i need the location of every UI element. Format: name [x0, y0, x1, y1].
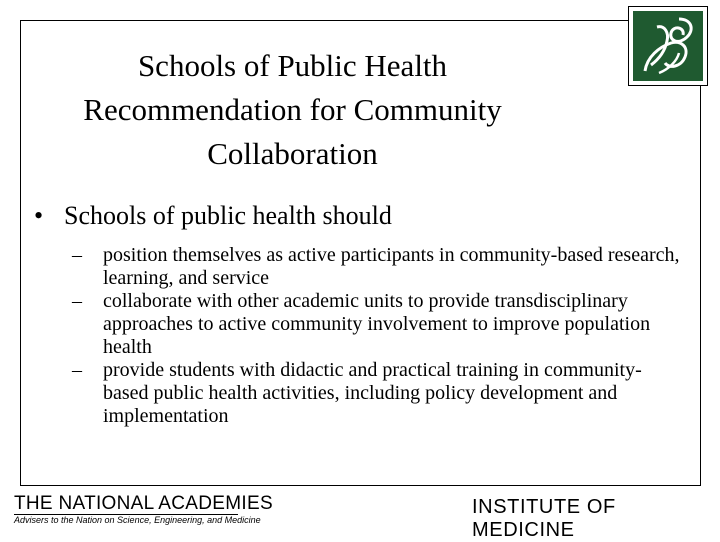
sub-bullet-text: position themselves as active participants in community-based research, learning, and service — [103, 244, 680, 289]
sub-bullet-list — [72, 244, 682, 428]
institute-of-medicine-wordmark: INSTITUTE OF MEDICINE — [472, 496, 616, 541]
sub-bullet — [72, 359, 682, 428]
divider — [14, 514, 238, 515]
title-line: Schools of Public Health — [137, 48, 448, 83]
bullet-text: Schools of public health should — [64, 201, 392, 230]
bullet-marker: • — [34, 201, 44, 230]
sub-bullet — [72, 244, 682, 290]
sub-bullet-text: provide students with didactic and practical training in community-based public health activities, including policy development and implementation — [103, 359, 642, 427]
sub-bullet-text: collaborate with other academic units to provide transdisciplinary approaches to active community involvement to improve population health — [103, 290, 651, 358]
title-line: Collaboration — [207, 136, 378, 171]
dash-marker: – — [72, 290, 82, 312]
dash-marker: – — [72, 244, 82, 266]
institute-logo-icon — [628, 6, 708, 86]
national-academies-title: THE NATIONAL ACADEMIES — [14, 493, 273, 514]
sub-bullet — [72, 290, 682, 359]
dash-marker: – — [72, 359, 82, 381]
national-academies-subtitle: Advisers to the Nation on Science, Engineering, and Medicine — [14, 515, 261, 525]
slide-title — [30, 44, 555, 176]
title-line: Recommendation for Community — [83, 92, 502, 127]
national-academies-logo — [14, 494, 273, 526]
main-bullet — [34, 199, 392, 233]
